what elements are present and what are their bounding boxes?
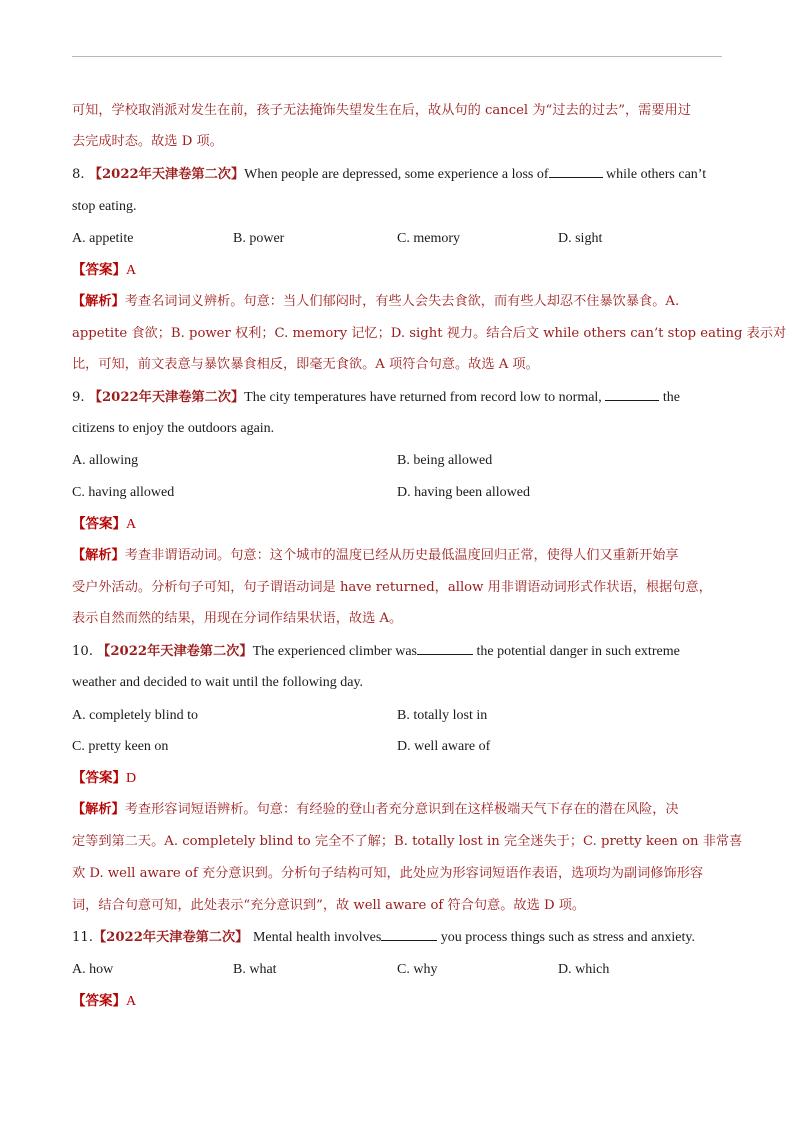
answer-label: 【答案】	[72, 516, 126, 532]
explanation-8-line-1: 【解析】考查名词词义辨析。句意：当人们郁闷时，有些人会失去食欲，而有些人却忍不住暴饮暴食。A.	[72, 294, 680, 309]
option-a: A. appetite	[72, 231, 134, 246]
question-number: 11.	[72, 930, 93, 945]
continuation-line-2: 去完成时态。故选 D 项。	[72, 134, 223, 149]
question-source: 【2022年天津卷第二次】	[88, 167, 245, 182]
answer-value: A	[126, 517, 137, 532]
question-number: 9.	[72, 390, 89, 405]
explanation-10-line-2: 定等到第二天。A. completely blind to 完全不了解；B. totally lost in 完全迷失于；C. pretty keen on 非常喜	[72, 834, 743, 849]
explanation-9-line-3: 表示自然而然的结果，用现在分词作结果状语，故选 A。	[72, 611, 403, 626]
explanation-10-line-3: 欢 D. well aware of 充分意识到。分析句子结构可知，此处应为形容词短语作表语，选项均为副词修饰形容	[72, 866, 704, 881]
option-a: A. how	[72, 962, 114, 977]
question-11	[72, 928, 695, 948]
option-d: D. sight	[558, 231, 603, 246]
question-stem-cont: the potential danger in such extreme	[472, 644, 680, 659]
answer-10	[72, 768, 136, 789]
question-9-line-2: citizens to enjoy the outdoors again.	[72, 421, 275, 436]
answer-value: D	[126, 771, 137, 786]
option-c: C. having allowed	[72, 485, 175, 500]
question-8	[72, 165, 706, 185]
option-c: C. pretty keen on	[72, 739, 169, 754]
answer-blank	[417, 642, 473, 655]
question-10-line-2: weather and decided to wait until the following day.	[72, 675, 364, 690]
question-source: 【2022年天津卷第二次】	[88, 390, 245, 405]
option-d: D. having been allowed	[397, 485, 530, 500]
question-source: 【2022年天津卷第二次】	[92, 930, 253, 945]
answer-11	[72, 991, 136, 1012]
explanation-label: 【解析】	[72, 548, 125, 563]
explanation-9-line-1: 【解析】考查非谓语动词。句意：这个城市的温度已经从历史最低温度回归正常，使得人们又重新开始享	[72, 548, 679, 563]
question-stem: Mental health involves	[252, 930, 382, 945]
question-stem-cont: you process things such as stress and anxiety.	[437, 930, 695, 945]
continuation-line-1: 可知，学校取消派对发生在前，孩子无法掩饰失望发生在后，故从句的 cancel 为“过去的过去”，需要用过	[72, 103, 691, 118]
question-stem: The city temperatures have returned from record low to normal,	[244, 390, 606, 405]
explanation-label: 【解析】	[72, 294, 125, 309]
option-a: A. allowing	[72, 453, 139, 468]
header-rule	[72, 56, 722, 57]
question-9	[72, 388, 680, 408]
explanation-10-line-4: 词，结合句意可知，此处表示“充分意识到”，故 well aware of 符合句意。故选 D 项。	[72, 898, 586, 913]
answer-value: A	[126, 994, 137, 1009]
question-stem-cont: the	[659, 390, 680, 405]
option-d: D. well aware of	[397, 739, 491, 754]
answer-label: 【答案】	[72, 262, 126, 278]
explanation-8-line-2: appetite 食欲；B. power 权利；C. memory 记忆；D. sight 视力。结合后文 while others can’t stop eating 表示对	[72, 326, 787, 341]
option-b: B. what	[233, 962, 277, 977]
option-b: B. power	[233, 231, 285, 246]
question-stem: The experienced climber was	[252, 644, 417, 659]
answer-label: 【答案】	[72, 770, 126, 786]
question-10	[72, 642, 680, 662]
explanation-10-line-1: 【解析】考查形容词短语辨析。句意：有经验的登山者充分意识到在这样极端天气下存在的潜在风险，决	[72, 802, 679, 817]
question-number: 10.	[72, 644, 98, 659]
answer-label: 【答案】	[72, 993, 126, 1009]
question-stem: When people are depressed, some experience a loss of	[244, 167, 549, 182]
answer-9	[72, 514, 136, 535]
answer-8	[72, 260, 136, 281]
option-c: C. memory	[397, 231, 460, 246]
answer-blank	[549, 165, 603, 178]
question-source: 【2022年天津卷第二次】	[97, 644, 253, 659]
answer-value: A	[126, 263, 137, 278]
answer-blank	[381, 928, 437, 941]
option-b: B. totally lost in	[397, 708, 488, 723]
option-b: B. being allowed	[397, 453, 493, 468]
answer-blank	[605, 388, 659, 401]
option-c: C. why	[397, 962, 438, 977]
explanation-8-line-3: 比，可知，前文表意与暴饮暴食相反，即毫无食欲。A 项符合句意。故选 A 项。	[72, 357, 539, 372]
option-a: A. completely blind to	[72, 708, 198, 723]
explanation-9-line-2: 受户外活动。分析句子可知，句子谓语动词是 have returned，allow 用非谓语动词形式作状语，根据句意，	[72, 580, 712, 595]
question-number: 8.	[72, 167, 89, 182]
question-8-line-2: stop eating.	[72, 199, 137, 214]
question-stem-cont: while others can’t	[602, 167, 707, 182]
explanation-label: 【解析】	[72, 802, 125, 817]
option-d: D. which	[558, 962, 610, 977]
